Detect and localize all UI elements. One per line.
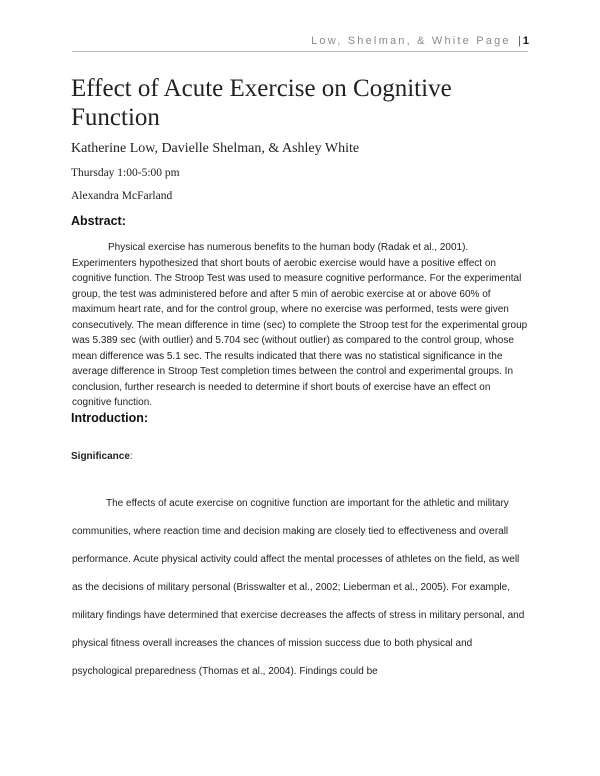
header-rule	[72, 51, 528, 52]
running-head-text: Low, Shelman, & White Page	[311, 35, 511, 47]
paper-title: Effect of Acute Exercise on Cognitive Function	[71, 75, 452, 131]
abstract-paragraph	[72, 240, 530, 411]
author-list: Katherine Low, Davielle Shelman, & Ashley White	[71, 141, 360, 156]
significance-colon: :	[129, 451, 133, 462]
header-separator: |	[518, 35, 521, 47]
running-header	[311, 35, 529, 47]
instructor-name: Alexandra McFarland	[71, 190, 173, 202]
abstract-heading: Abstract:	[71, 214, 126, 228]
lab-time: Thursday 1:00-5:00 pm	[71, 167, 180, 179]
introduction-paragraph	[72, 490, 532, 686]
introduction-heading: Introduction:	[71, 411, 149, 425]
significance-subheading	[71, 451, 133, 462]
introduction-text: The effects of acute exercise on cognitive function are important for the athletic and military communities, where reaction time and decision making are closely tied to effectiveness and overall performance. Acute physical activity could affect the mental processes of athletes on the field, as well as the decisions of military personal (Brisswalter et al., 2002; Lieberman et al., 2005). For example, military findings have determined that exercise decreases the affects of stress in military personal, and physical fitness overall increases the chances of mission success due to both physical and psychological preparedness (Thomas et al., 2004). Findings could be	[72, 498, 525, 677]
significance-label: Significance	[71, 451, 130, 462]
page-number: 1	[522, 35, 529, 47]
abstract-text: Physical exercise has numerous benefits to the human body (Radak et al., 2001). Experimenters hypothesized that short bouts of aerobic exercise would have a positive effect on cognitive function. The Stroop Test was used to measure cognitive performance. For the experimental group, the test was administered before and after 5 min of aerobic exercise at or above 60% of maximum heart rate, and for the control group, where no exercise was performed, tests were given consecutively. The mean difference in time (sec) to complete the Stroop test for the experimental group was 5.389 sec (with outlier) and 5.704 sec (without outlier) as compared to the control group, whose mean difference was 5.1 sec. The results indicated that there was no statistical significance in the average difference in Stroop Test completion times between the control and experimental groups. In conclusion, further research is needed to determine if short bouts of exercise have an effect on cognitive function.	[72, 242, 528, 408]
